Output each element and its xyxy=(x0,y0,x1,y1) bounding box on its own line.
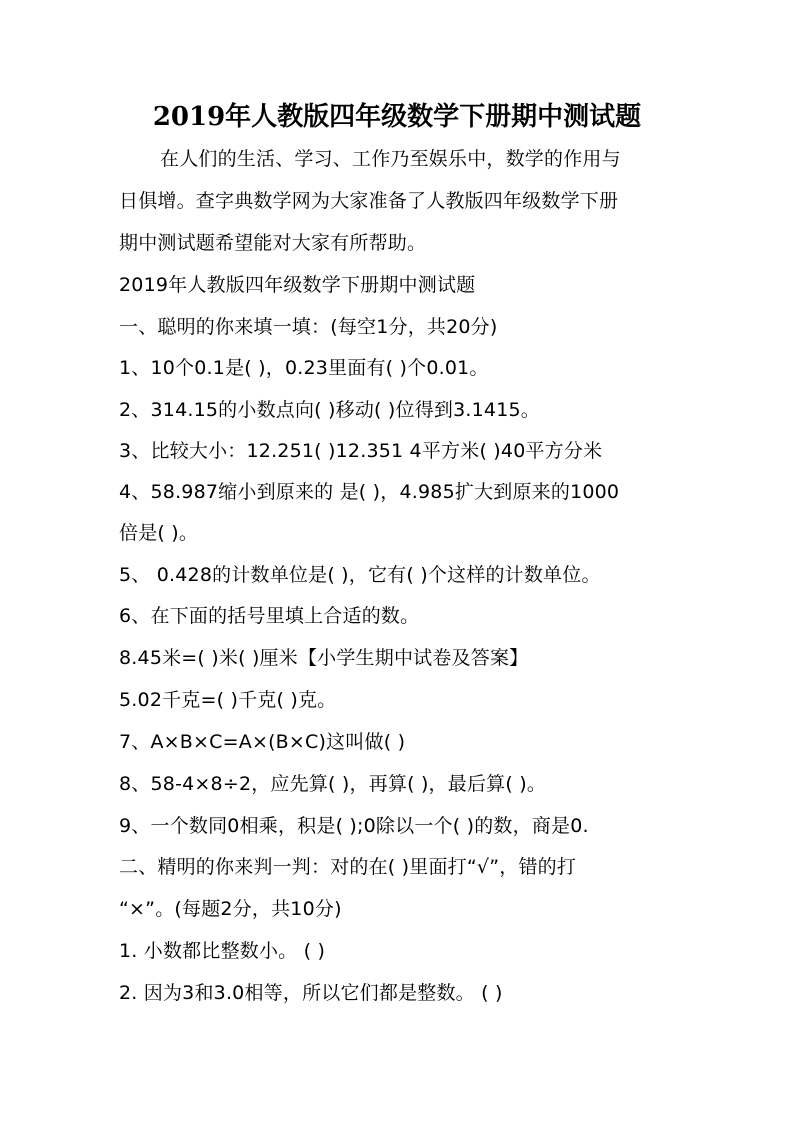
subtitle: 2019年人教版四年级数学下册期中测试题 xyxy=(119,274,476,296)
section1-item: 8.45米=( )米( )厘米【小学生期中试卷及答案】 xyxy=(119,647,529,669)
section2-item: 2. 因为3和3.0相等，所以它们都是整数。 ( ) xyxy=(119,982,503,1004)
section1-item: 倍是( )。 xyxy=(119,522,199,544)
section1-item: 5.02千克=( )千克( )克。 xyxy=(119,689,337,711)
section2-item: 1. 小数都比整数小。 ( ) xyxy=(119,940,326,962)
section1-item: 1、10个0.1是( )，0.23里面有( )个0.01。 xyxy=(119,357,489,379)
section1-item: 8、58-4×8÷2，应先算( )，再算( )，最后算( )。 xyxy=(119,773,547,795)
section2-heading: 二、精明的你来判一判：对的在( )里面打“√”，错的打 xyxy=(119,856,577,878)
section1-item: 9、一个数同0相乘，积是( );0除以一个( )的数，商是0. xyxy=(119,815,589,837)
intro-line-3: 期中测试题希望能对大家有所帮助。 xyxy=(119,232,427,254)
section1-heading: 一、聪明的你来填一填：(每空1分，共20分) xyxy=(119,316,498,338)
section1-item: 4、58.987缩小到原来的 是( )，4.985扩大到原来的1000 xyxy=(119,481,620,503)
intro-line-2: 日俱增。查字典数学网为大家准备了人教版四年级数学下册 xyxy=(119,190,619,212)
section2-heading-continued: “×”。(每题2分，共10分) xyxy=(119,898,342,920)
section1-item: 5、 0.428的计数单位是( )，它有( )个这样的计数单位。 xyxy=(119,564,601,586)
intro-line-1: 在人们的生活、学习、工作乃至娱乐中，数学的作用与 xyxy=(160,148,621,170)
section1-item: 2、314.15的小数点向( )移动( )位得到3.1415。 xyxy=(119,399,540,421)
section1-item: 7、A×B×C=A×(B×C)这叫做( ) xyxy=(119,731,406,753)
section1-item: 3、比较大小：12.251( )12.351 4平方米( )40平方分米 xyxy=(119,440,603,462)
page-title: 2019年人教版四年级数学下册期中测试题 xyxy=(152,102,642,132)
section1-item: 6、在下面的括号里填上合适的数。 xyxy=(119,605,420,627)
